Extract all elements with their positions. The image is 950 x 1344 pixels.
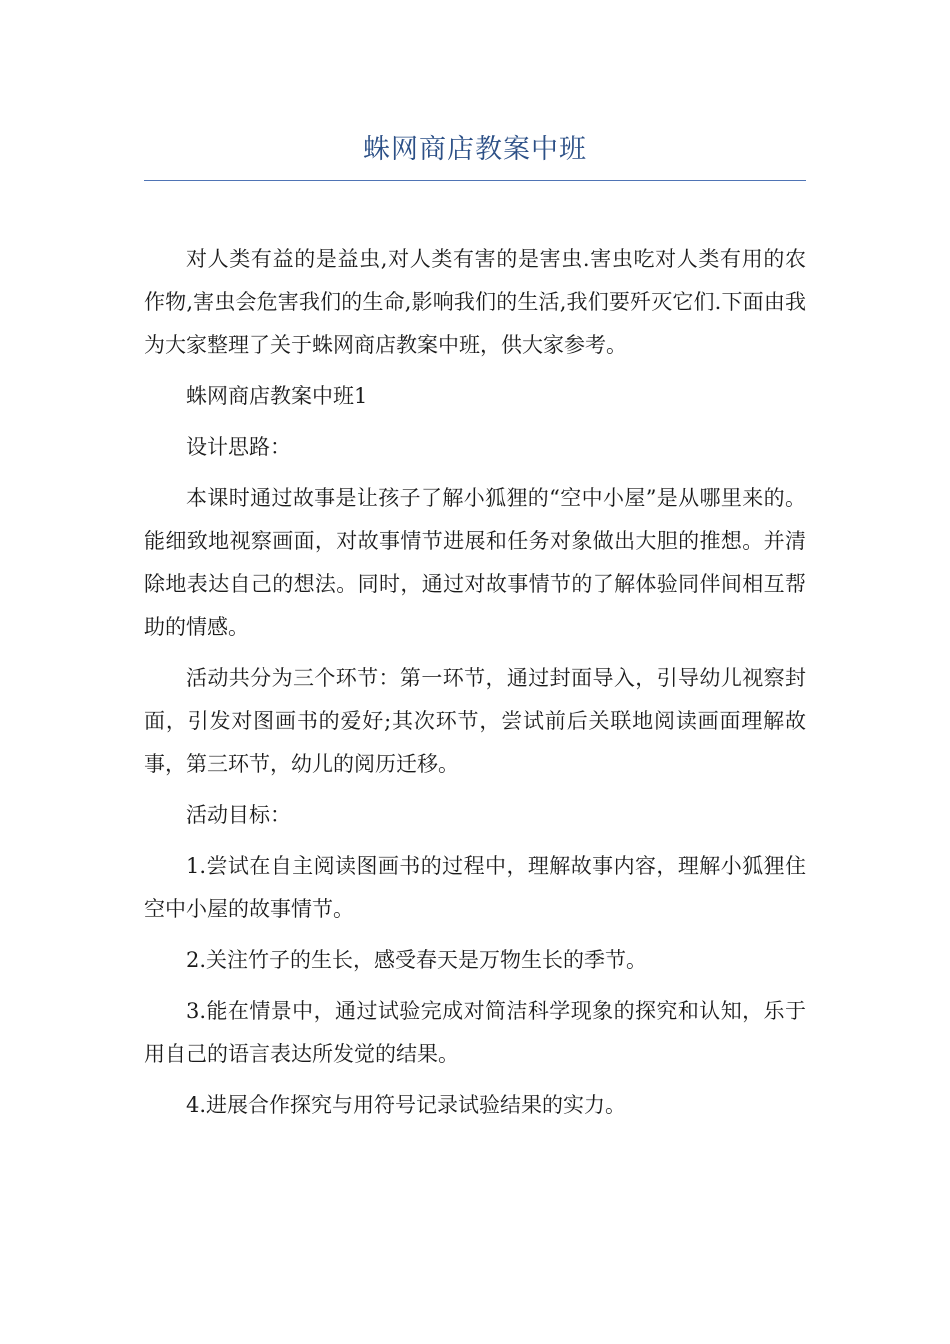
document-title: 蛛网商店教案中班 — [363, 134, 587, 165]
goal-item-4: 4.进展合作探究与用符号记录试验结果的实力。 — [186, 1093, 627, 1117]
goals-heading: 活动目标： — [186, 803, 291, 827]
document-body — [144, 238, 806, 1135]
intro-paragraph: 对人类有益的是益虫,对人类有害的是害虫.害虫吃对人类有用的农作物,害虫会危害我们的生命,影响我们的生活,我们要歼灭它们.下面由我为大家整理了关于蛛网商店教案中班，供大家参考。 — [144, 247, 806, 357]
title-underline — [144, 180, 806, 181]
goal-item-2: 2.关注竹子的生长，感受春天是万物生长的季节。 — [186, 948, 648, 972]
section-heading: 蛛网商店教案中班1 — [186, 384, 368, 408]
goal-item-1: 1.尝试在自主阅读图画书的过程中，理解故事内容，理解小狐狸住空中小屋的故事情节。 — [144, 854, 806, 921]
goal-item-3: 3.能在情景中，通过试验完成对简洁科学现象的探究和认知，乐于用自己的语言表达所发觉的结果。 — [144, 999, 806, 1066]
activity-structure-paragraph: 活动共分为三个环节：第一环节，通过封面导入，引导幼儿视察封面，引发对图画书的爱好;其次环节，尝试前后关联地阅读画面理解故事，第三环节，幼儿的阅历迁移。 — [144, 666, 806, 776]
design-idea-paragraph: 本课时通过故事是让孩子了解小狐狸的“空中小屋”是从哪里来的。能细致地视察画面，对故事情节进展和任务对象做出大胆的推想。并清除地表达自己的想法。同时，通过对故事情节的了解体验同伴间相互帮助的情感。 — [144, 486, 806, 639]
design-idea-heading: 设计思路： — [186, 435, 291, 459]
